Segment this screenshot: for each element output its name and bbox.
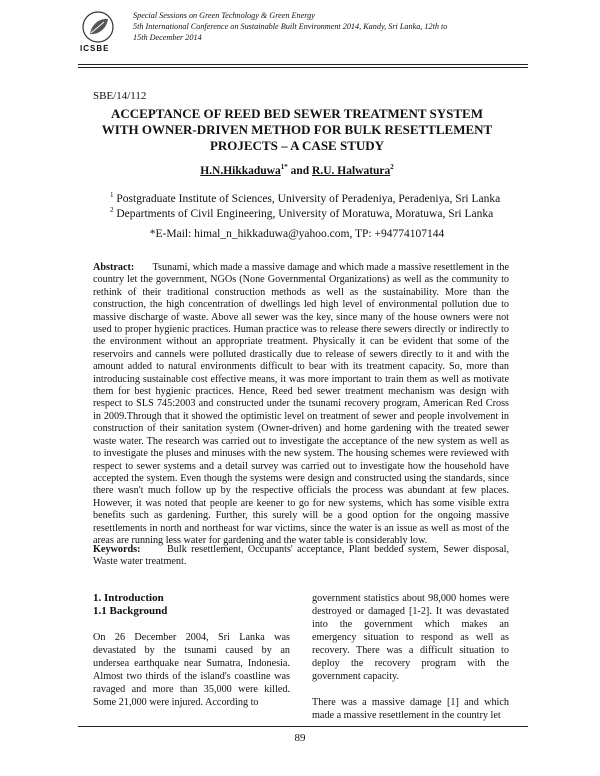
leaf-logo-icon bbox=[78, 10, 118, 44]
page-number: 89 bbox=[294, 732, 306, 744]
header-rule-2 bbox=[78, 67, 528, 68]
affiliation-1 bbox=[110, 191, 500, 205]
affiliation-2 bbox=[110, 206, 493, 220]
conference-line-2: 5th International Conference on Sustainable Built Environment 2014, Kandy, Sri Lanka, 12th to bbox=[133, 22, 448, 31]
conference-info bbox=[133, 10, 513, 43]
author-2-sup: 2 bbox=[390, 163, 394, 171]
conference-line-3: 15th December 2014 bbox=[133, 33, 202, 42]
body-column-left bbox=[93, 592, 290, 709]
paper-title: ACCEPTANCE OF REED BED SEWER TREATMENT SYSTEM WITH OWNER-DRIVEN METHOD FOR BULK RESETTLEMENT PROJECTS – A CASE STUDY bbox=[101, 106, 493, 153]
affiliation-1-text: Postgraduate Institute of Sciences, University of Peradeniya, Peradeniya, Sri Lanka bbox=[113, 192, 501, 205]
paragraph-background: On 26 December 2004, Sri Lanka was devastated by the tsunami caused by an undersea earthquake near Sumatra, Indonesia. Almost two thirds of the island's coastline was ravaged and more than 35,000 were killed. Some 21,000 were injured. According to bbox=[93, 632, 290, 708]
author-1: H.N.Hikkaduwa bbox=[200, 164, 281, 177]
section-heading-background: 1.1 Background bbox=[93, 605, 168, 617]
paragraph-damage: There was a massive damage [1] and which made a massive resettlement in the country let bbox=[312, 697, 509, 721]
abstract-label: Abstract: bbox=[93, 262, 135, 273]
contact-email: *E-Mail: himal_n_hikkaduwa@yahoo.com, TP: +94774107144 bbox=[149, 228, 445, 240]
keywords bbox=[93, 544, 509, 569]
keywords-label: Keywords: bbox=[93, 544, 141, 555]
author-2: R.U. Halwatura bbox=[312, 164, 391, 177]
section-heading-introduction: 1. Introduction bbox=[93, 592, 164, 604]
conference-line-1: Special Sessions on Green Technology & Green Energy bbox=[133, 11, 315, 20]
authors bbox=[93, 163, 501, 177]
conference-logo bbox=[78, 10, 118, 60]
author-and: and bbox=[287, 164, 313, 177]
header-rule bbox=[78, 64, 528, 65]
paragraph-statistics: government statistics about 98,000 homes were destroyed or damaged [1-2]. It was devastated into the government which makes an emergency situation to respond as well as recovery. There was a difficult situation to deploy the recovery program with the government capacity. bbox=[312, 593, 509, 682]
affiliation-2-sup: 2 bbox=[110, 206, 114, 214]
paper-code: SBE/14/112 bbox=[93, 90, 147, 102]
logo-text: ICSBE bbox=[80, 44, 110, 53]
footer-rule bbox=[78, 726, 528, 727]
affiliation-1-sup: 1 bbox=[110, 191, 114, 199]
abstract bbox=[93, 262, 509, 547]
body-column-right bbox=[312, 592, 509, 722]
abstract-text: Tsunami, which made a massive damage and which made a massive resettlement in the country let the government, NGOs (None Governmental Organizations) as well as the community to rethink of their traditional construction methods as well as the sustainability. More than the construction, the high concentration of dwellings led high level of environmental pollution due to massive discharge of waste. Above all sewer was the key, since many of the house owners were not used to proper hygienic practices. Human practice was to release there sewers directly or indirectly to the environment without an appropriate treatment. Physically it can be evident that some of the reservoirs and cannels were polluted drastically due to release of sewers directly to it and with the amount added to natural environments difficult to bear with its treatment capacity. So, more than introducing sustainable cost effective means, it was more important to train them as well as motivate them for best hygienic practices. Hence, Reed bed sewer treatment mechanism was design with respect to SLS 745:2003 and constructed under the tsunami recovery program, American Red Cross in 2009.Through that it showed the optimistic level on treatment of sewer and people involvement in construction of their sanitation system (Owner-driven) and home gardening with the treated sewer waste water. The research was carried out to investigate the acceptance of the new system as well as to investigate the pluses and minuses with the new system. The housing schemes were reviewed with respect to sewer systems and a detail survey was carried out to investigate how the household have accepted the system. Even though the systems were design and constructed using the standards, since there wasn't much follow up by the respective officials the process was abundant at few places. However, it was noted that people are keener to go for new systems, which has some visible extra benefits such as gardening. Further, this surely will be a good option for the ongoing massive resettlements in north and northeast for war victims, since the water is an issue as well as most of the areas are running less water for gardening and the water table is considerably low. bbox=[93, 262, 509, 546]
keywords-text: Bulk resettlement, Occupants' acceptance, Plant bedded system, Sewer disposal, Waste water treatment. bbox=[93, 544, 509, 568]
author-1-sup: 1* bbox=[280, 163, 288, 171]
affiliation-2-text: Departments of Civil Engineering, University of Moratuwa, Moratuwa, Sri Lanka bbox=[113, 207, 494, 220]
